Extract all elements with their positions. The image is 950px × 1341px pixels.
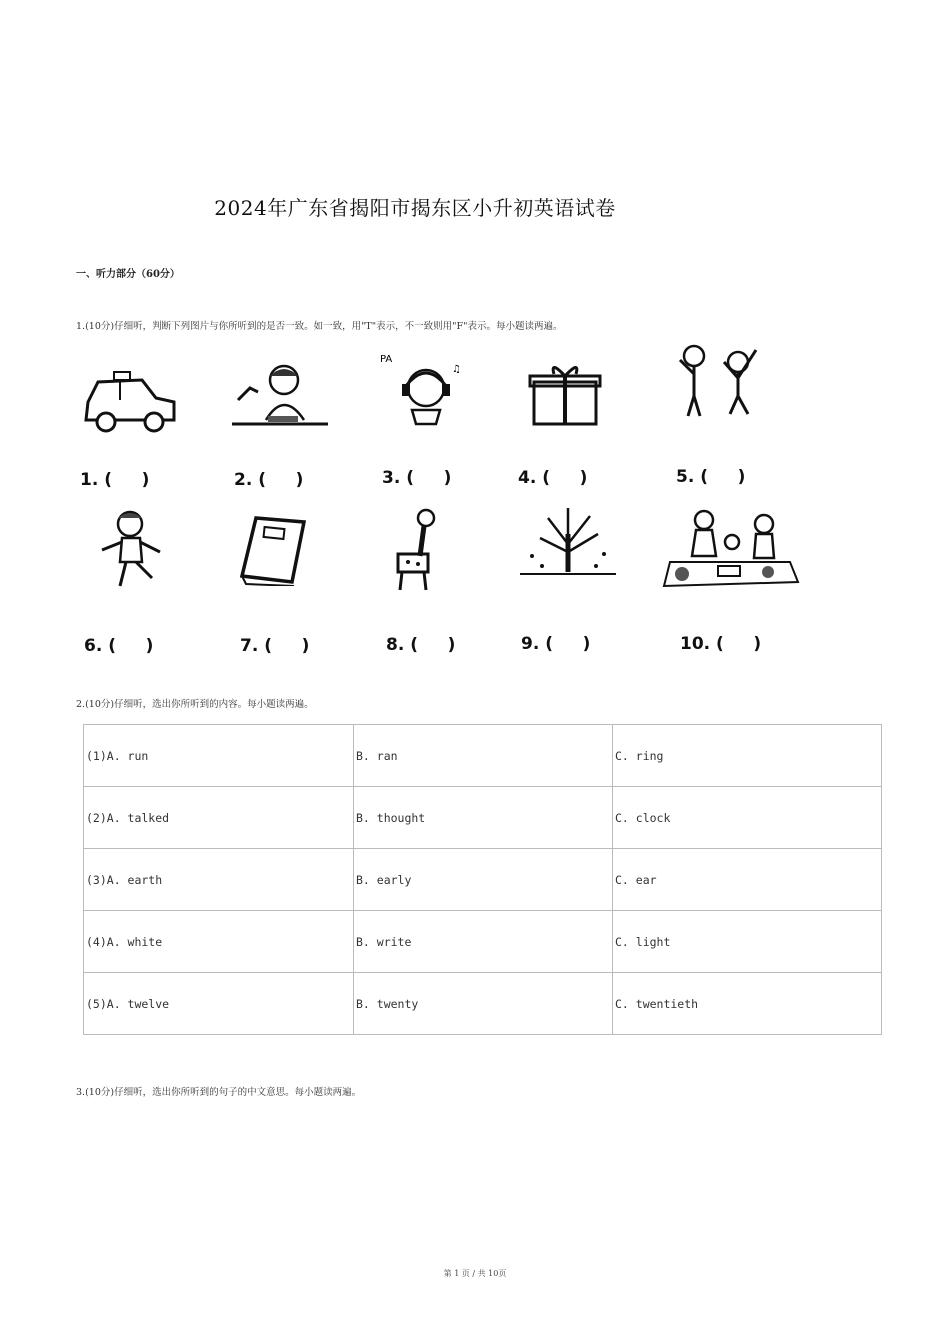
boy-writing-icon [228, 360, 332, 432]
picture-label-6: 6. ( ) [84, 636, 154, 656]
table-row [84, 725, 882, 787]
option-a: (4)A. white [84, 911, 354, 973]
svg-text:PA: PA [380, 354, 393, 365]
picture-label-4: 4. ( ) [518, 468, 588, 488]
picture-label-10: 10. ( ) [680, 634, 762, 654]
question-2-text: 2.(10分)仔细听，选出你所听到的内容。每小题读两遍。 [76, 699, 314, 710]
picture-label-3: 3. ( ) [382, 468, 452, 488]
children-cheering-icon [672, 340, 768, 420]
option-c: C. twentieth [613, 973, 882, 1035]
question-3-text: 3.(10分)仔细听，选出你所听到的句子的中文意思。每小题读两遍。 [76, 1087, 362, 1098]
option-c: C. ear [613, 849, 882, 911]
option-c: C. light [613, 911, 882, 973]
picture-label-8: 8. ( ) [386, 635, 456, 655]
svg-text:♫: ♫ [452, 364, 461, 375]
question-1-text: 1.(10分)仔细听，判断下列图片与你所听到的是否一致。如一致，用"T"表示，不一致则用"F"表示。每小题读两遍。 [76, 321, 563, 332]
option-b: B. twenty [354, 973, 613, 1035]
picture-label-7: 7. ( ) [240, 636, 310, 656]
table-row [84, 911, 882, 973]
option-c: C. clock [613, 787, 882, 849]
option-c: C. ring [613, 725, 882, 787]
option-a: (5)A. twelve [84, 973, 354, 1035]
table-row [84, 849, 882, 911]
option-a: (3)A. earth [84, 849, 354, 911]
picture-label-2: 2. ( ) [234, 470, 304, 490]
table-row [84, 787, 882, 849]
family-picnic-icon [660, 506, 800, 592]
picture-label-5: 5. ( ) [676, 467, 746, 487]
option-a: (2)A. talked [84, 787, 354, 849]
options-table [83, 724, 882, 1035]
option-b: B. ran [354, 725, 613, 787]
giraffe-icon [388, 506, 444, 592]
book-icon [238, 514, 308, 586]
option-a: (1)A. run [84, 725, 354, 787]
option-b: B. write [354, 911, 613, 973]
tree-autumn-icon [518, 504, 618, 584]
section-heading-listening: 一、听力部分（60分） [76, 269, 180, 280]
picture-label-1: 1. ( ) [80, 470, 150, 490]
option-b: B. thought [354, 787, 613, 849]
taxi-icon [80, 362, 180, 434]
page-title: 2024年广东省揭阳市揭东区小升初英语试卷 [214, 196, 616, 220]
option-b: B. early [354, 849, 613, 911]
table-row [84, 973, 882, 1035]
picture-label-9: 9. ( ) [521, 634, 591, 654]
girl-headphones-icon [380, 350, 472, 430]
girl-skating-icon [96, 508, 166, 592]
gift-box-icon [528, 360, 602, 428]
page-footer: 第 1 页 / 共 10页 [443, 1269, 507, 1278]
